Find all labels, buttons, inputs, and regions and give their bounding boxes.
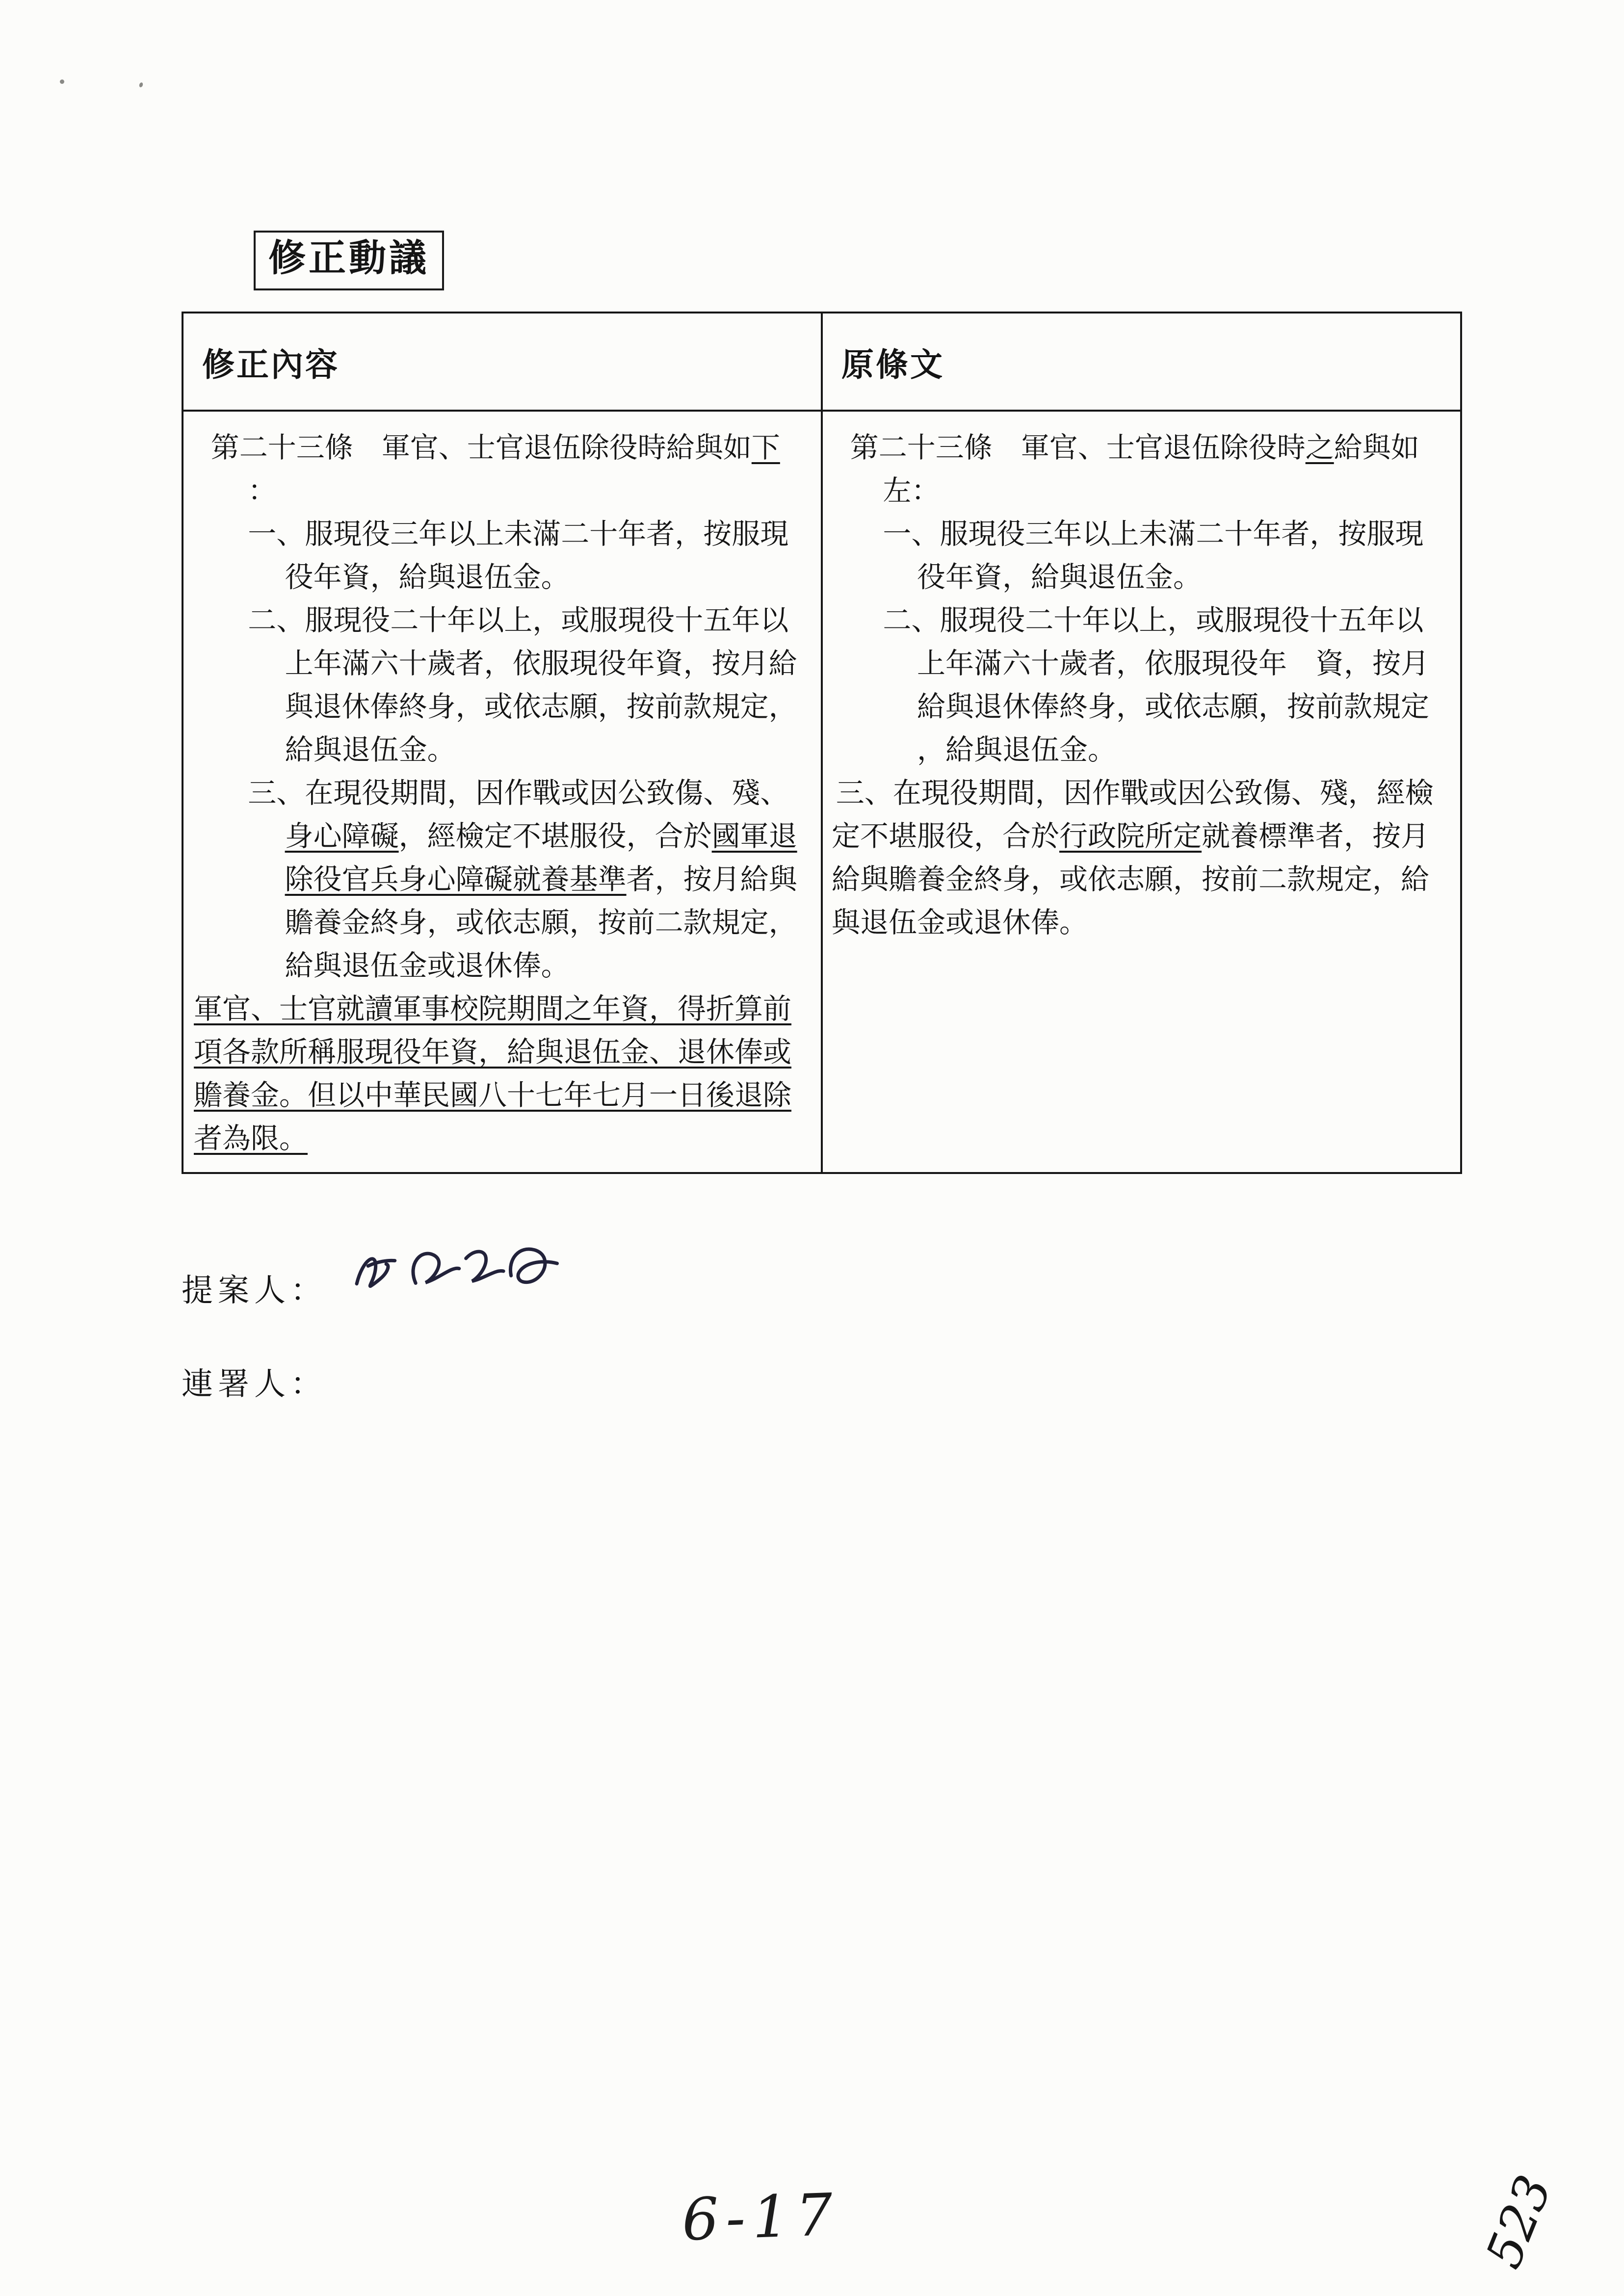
proposer-label: 提案人： — [182, 1273, 327, 1308]
underlined-text-segment: 軍官、士官就讀軍事校院期間之年資，得折算前 — [194, 993, 792, 1025]
text-segment: 一、服現役三年以上未滿二十年者，按服現 — [883, 518, 1424, 550]
handwritten-page-number: 6-17 — [681, 2180, 841, 2254]
handwritten-corner-mark: 523 — [1474, 2167, 1563, 2276]
text-segment: ，給與退伍金。 — [917, 734, 1117, 766]
text-line — [832, 599, 1451, 642]
text-line — [832, 642, 1451, 685]
text-segment: 與退伍金或退休俸。 — [832, 907, 1088, 939]
text-line — [194, 901, 812, 944]
cosigner-row — [182, 1359, 327, 1404]
scan-speck — [139, 82, 144, 88]
text-segment: 三、在現役期間，因作戰或因公致傷、殘，經檢 — [836, 777, 1434, 809]
amended-column-header: 修正內容 — [183, 313, 821, 412]
underlined-text-segment: 身心障礙 — [285, 820, 399, 852]
text-line — [832, 470, 1451, 513]
text-line — [194, 1031, 812, 1074]
text-segment: 役年資，給與退伍金。 — [285, 561, 570, 593]
text-segment: 給與退伍金或退休俸。 — [285, 950, 570, 982]
proposer-row — [182, 1249, 572, 1327]
text-segment: 定不堪服役，合於 — [832, 820, 1060, 852]
text-line — [832, 772, 1451, 815]
text-segment: 與退休俸終身，或依志願，按前款規定， — [285, 691, 797, 723]
text-segment: 給與退休俸終身，或依志願，按前款規定 — [917, 691, 1430, 723]
text-line — [832, 556, 1451, 599]
text-line — [194, 642, 812, 685]
text-segment: 二、服現役二十年以上，或服現役十五年以 — [248, 604, 789, 636]
text-line — [194, 988, 812, 1031]
amended-column-body — [183, 412, 821, 1160]
text-line — [832, 901, 1451, 944]
text-segment: 一、服現役三年以上未滿二十年者，按服現 — [248, 518, 789, 550]
text-segment: 左： — [883, 475, 940, 507]
text-line — [194, 729, 812, 772]
text-line — [194, 1117, 812, 1160]
text-line — [194, 599, 812, 642]
original-column-header: 原條文 — [823, 313, 1460, 412]
text-line — [194, 858, 812, 901]
text-segment: 給與贍養金終身，或依志願，按前二款規定，給 — [832, 863, 1430, 895]
text-line — [832, 685, 1451, 729]
text-line — [194, 815, 812, 858]
underlined-text-segment: 項各款所稱服現役年資，給與退伍金、退休俸或 — [194, 1036, 792, 1068]
text-line — [194, 1074, 812, 1117]
text-segment: 者，按月給與 — [626, 863, 797, 895]
document-title: 修正動議 — [254, 231, 444, 290]
underlined-text-segment: 贍養金。但以中華民國八十七年七月一日後退除 — [194, 1079, 792, 1111]
text-line — [194, 772, 812, 815]
text-segment: 三、在現役期間，因作戰或因公致傷、殘、 — [248, 777, 789, 809]
proposer-signature — [340, 1226, 574, 1316]
text-line — [832, 815, 1451, 858]
comparison-table — [182, 312, 1462, 1174]
amended-text-column — [183, 313, 823, 1172]
text-line — [194, 685, 812, 729]
text-segment: 上年滿六十歲者，依服現役年 資，按月 — [917, 648, 1430, 679]
underlined-text-segment: 者為限。 — [194, 1122, 308, 1154]
text-segment: 就養標準者，按月 — [1202, 820, 1430, 852]
text-segment: 給與退伍金。 — [285, 734, 456, 766]
text-line — [832, 426, 1451, 470]
text-segment: 役年資，給與退伍金。 — [917, 561, 1202, 593]
text-line — [194, 470, 812, 513]
text-segment: 贍養金終身，或依志願，按前二款規定， — [285, 907, 797, 939]
text-segment: 第二十三條 軍官、士官退伍除役時給與如 — [210, 432, 752, 464]
text-line — [832, 729, 1451, 772]
text-segment: 二、服現役二十年以上，或服現役十五年以 — [883, 604, 1424, 636]
text-line — [832, 513, 1451, 556]
text-segment: 第二十三條 軍官、士官退伍除役時 — [850, 432, 1306, 464]
text-segment: ，經檢定不堪服役，合於 — [398, 820, 712, 852]
text-line — [194, 944, 812, 988]
original-text-column — [823, 313, 1460, 1172]
cosigner-label: 連署人： — [182, 1367, 327, 1402]
text-segment: 給與如 — [1334, 432, 1419, 464]
scan-speck — [60, 79, 64, 84]
underlined-text-segment: 國軍退 — [711, 820, 797, 852]
text-line — [194, 426, 812, 470]
original-column-body — [823, 412, 1460, 944]
underlined-text-segment: 之 — [1305, 432, 1334, 464]
text-segment: ： — [248, 475, 277, 507]
text-line — [832, 858, 1451, 901]
underlined-text-segment: 下 — [751, 432, 780, 464]
text-segment: 上年滿六十歲者，依服現役年資，按月給 — [285, 648, 797, 679]
underlined-text-segment: 除役官兵身心障礙就養基準 — [285, 863, 627, 895]
text-line — [194, 556, 812, 599]
text-line — [194, 513, 812, 556]
underlined-text-segment: 行政院所定 — [1059, 820, 1202, 852]
